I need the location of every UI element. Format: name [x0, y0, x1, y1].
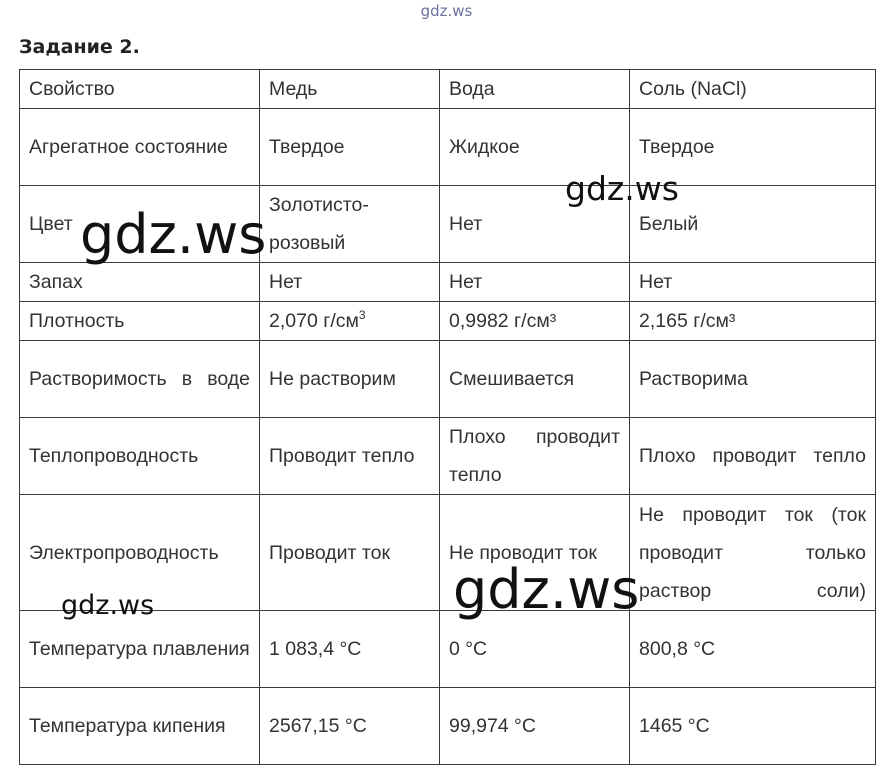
property-cell: Агрегатное состояние	[20, 109, 260, 186]
water-cell: Плохо проводит тепло	[440, 418, 630, 495]
property-cell: Теплопроводность	[20, 418, 260, 495]
property-cell: Температура плавления	[20, 611, 260, 688]
salt-cell: Белый	[630, 186, 876, 263]
header-cell-salt: Соль (NaCl)	[630, 70, 876, 109]
copper-cell	[260, 302, 440, 341]
water-cell: Не проводит ток	[440, 495, 630, 611]
water-cell: Нет	[440, 186, 630, 263]
copper-cell: Проводит тепло	[260, 418, 440, 495]
copper-cell: 1 083,4 °С	[260, 611, 440, 688]
water-cell: 99,974 °С	[440, 688, 630, 765]
table-row	[20, 186, 876, 263]
property-cell: Растворимость в воде	[20, 341, 260, 418]
copper-cell: Проводит ток	[260, 495, 440, 611]
site-watermark-top: gdz.ws	[420, 2, 473, 20]
copper-cell: Не растворим	[260, 341, 440, 418]
table-header-row	[20, 70, 876, 109]
water-cell: 0,9982 г/см³	[440, 302, 630, 341]
copper-cell: Золотисто-розовый	[260, 186, 440, 263]
water-cell: 0 °С	[440, 611, 630, 688]
cubic-superscript: 3	[358, 307, 366, 322]
copper-cell: Нет	[260, 263, 440, 302]
salt-cell: 2,165 г/см³	[630, 302, 876, 341]
salt-cell: 800,8 °С	[630, 611, 876, 688]
table-row	[20, 263, 876, 302]
copper-density-value: 2,070 г/см	[269, 310, 359, 332]
property-cell: Запах	[20, 263, 260, 302]
property-cell: Температура кипения	[20, 688, 260, 765]
water-cell: Жидкое	[440, 109, 630, 186]
salt-cell: Плохо проводит тепло	[630, 418, 876, 495]
table-row	[20, 495, 876, 611]
table-row	[20, 418, 876, 495]
salt-cell: Нет	[630, 263, 876, 302]
water-cell: Смешивается	[440, 341, 630, 418]
property-cell: Цвет	[20, 186, 260, 263]
watermark-large-center: gdz.ws	[453, 558, 640, 621]
copper-cell: Твердое	[260, 109, 440, 186]
copper-cell: 2567,15 °С	[260, 688, 440, 765]
property-cell: Плотность	[20, 302, 260, 341]
salt-cell: Растворима	[630, 341, 876, 418]
property-cell: Электропроводность	[20, 495, 260, 611]
table-row	[20, 688, 876, 765]
watermark-large-left: gdz.ws	[80, 203, 267, 266]
salt-cell: Не проводит ток (ток проводит только раствор соли)	[630, 495, 876, 611]
header-cell-water: Вода	[440, 70, 630, 109]
water-cell: Нет	[440, 263, 630, 302]
table-row	[20, 341, 876, 418]
properties-table	[19, 69, 876, 765]
header-cell-property: Свойство	[20, 70, 260, 109]
watermark-medium-right: gdz.ws	[565, 169, 679, 208]
header-cell-copper: Медь	[260, 70, 440, 109]
table-row	[20, 302, 876, 341]
salt-cell: 1465 °С	[630, 688, 876, 765]
table-row	[20, 611, 876, 688]
table-row	[20, 109, 876, 186]
salt-cell: Твердое	[630, 109, 876, 186]
task-title: Задание 2.	[19, 36, 140, 58]
watermark-small-left: gdz.ws	[61, 590, 155, 621]
